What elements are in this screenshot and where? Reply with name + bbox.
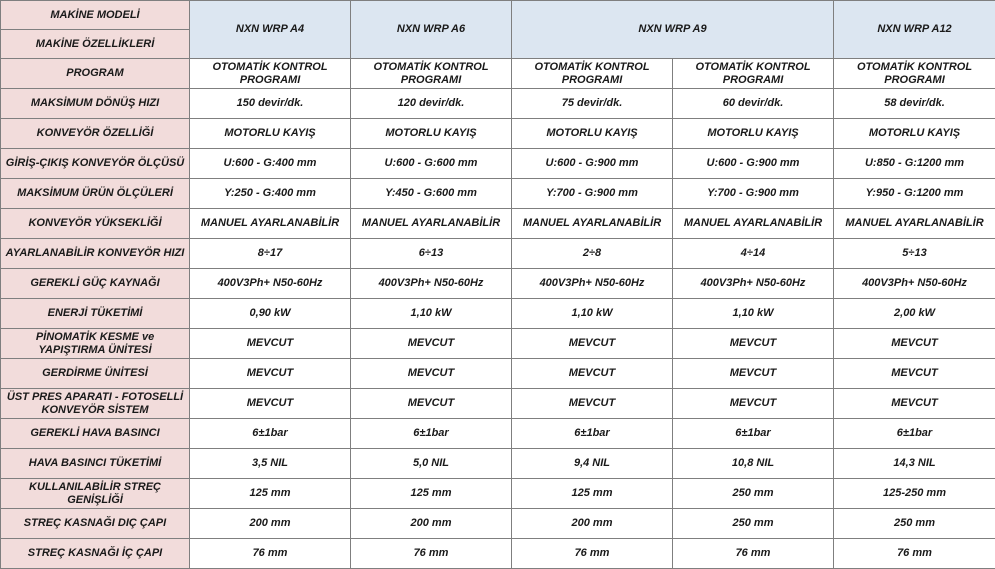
table-row [1, 239, 995, 269]
program-value: OTOMATİK KONTROL PROGRAMI [351, 59, 512, 89]
model-a6: NXN WRP A6 [351, 1, 512, 59]
cell-value: 200 mm [190, 509, 351, 539]
table-row [1, 509, 995, 539]
cell-value: MOTORLU KAYIŞ [190, 119, 351, 149]
cell-value: 1,10 kW [673, 299, 834, 329]
table-row [1, 299, 995, 329]
header-row [1, 1, 995, 30]
row-label: AYARLANABİLİR KONVEYÖR HIZI [1, 239, 190, 269]
cell-value: MEVCUT [351, 389, 512, 419]
cell-value: MEVCUT [512, 389, 673, 419]
table-row [1, 149, 995, 179]
cell-value: MEVCUT [190, 359, 351, 389]
row-label: ÜST PRES APARATI - FOTOSELLİ KONVEYÖR SİSTEM [1, 389, 190, 419]
cell-value: 6÷13 [351, 239, 512, 269]
table-row [1, 419, 995, 449]
cell-value: 4÷14 [673, 239, 834, 269]
cell-value: 125 mm [351, 479, 512, 509]
cell-value: Y:700 - G:900 mm [673, 179, 834, 209]
cell-value: 3,5 NIL [190, 449, 351, 479]
program-label: PROGRAM [1, 59, 190, 89]
model-a12: NXN WRP A12 [834, 1, 995, 59]
cell-value: MEVCUT [673, 329, 834, 359]
cell-value: MOTORLU KAYIŞ [351, 119, 512, 149]
cell-value: U:850 - G:1200 mm [834, 149, 995, 179]
table-row [1, 389, 995, 419]
cell-value: 5÷13 [834, 239, 995, 269]
cell-value: 400V3Ph+ N50-60Hz [512, 269, 673, 299]
cell-value: 125-250 mm [834, 479, 995, 509]
cell-value: MEVCUT [190, 389, 351, 419]
cell-value: 400V3Ph+ N50-60Hz [351, 269, 512, 299]
cell-value: Y:700 - G:900 mm [512, 179, 673, 209]
cell-value: 120 devir/dk. [351, 89, 512, 119]
cell-value: 5,0 NIL [351, 449, 512, 479]
cell-value: MANUEL AYARLANABİLİR [834, 209, 995, 239]
cell-value: 14,3 NIL [834, 449, 995, 479]
cell-value: 6±1bar [673, 419, 834, 449]
cell-value: 2÷8 [512, 239, 673, 269]
features-label: MAKİNE ÖZELLİKLERİ [1, 30, 190, 59]
cell-value: 6±1bar [512, 419, 673, 449]
cell-value: 76 mm [351, 539, 512, 569]
cell-value: 6±1bar [190, 419, 351, 449]
cell-value: 76 mm [512, 539, 673, 569]
table-row [1, 329, 995, 359]
cell-value: 150 devir/dk. [190, 89, 351, 119]
cell-value: 200 mm [351, 509, 512, 539]
cell-value: MEVCUT [351, 329, 512, 359]
table-row [1, 539, 995, 569]
cell-value: 9,4 NIL [512, 449, 673, 479]
cell-value: U:600 - G:900 mm [512, 149, 673, 179]
cell-value: Y:450 - G:600 mm [351, 179, 512, 209]
cell-value: 125 mm [512, 479, 673, 509]
cell-value: 75 devir/dk. [512, 89, 673, 119]
cell-value: 2,00 kW [834, 299, 995, 329]
row-label: HAVA BASINCI TÜKETİMİ [1, 449, 190, 479]
cell-value: 60 devir/dk. [673, 89, 834, 119]
cell-value: MEVCUT [834, 359, 995, 389]
table-row [1, 479, 995, 509]
cell-value: MEVCUT [512, 329, 673, 359]
cell-value: MEVCUT [673, 359, 834, 389]
cell-value: Y:250 - G:400 mm [190, 179, 351, 209]
cell-value: 76 mm [834, 539, 995, 569]
cell-value: MOTORLU KAYIŞ [834, 119, 995, 149]
cell-value: 400V3Ph+ N50-60Hz [673, 269, 834, 299]
table-row [1, 89, 995, 119]
cell-value: MANUEL AYARLANABİLİR [673, 209, 834, 239]
cell-value: 6±1bar [834, 419, 995, 449]
table-row [1, 179, 995, 209]
cell-value: 1,10 kW [512, 299, 673, 329]
model-a4: NXN WRP A4 [190, 1, 351, 59]
program-row [1, 59, 995, 89]
cell-value: 250 mm [673, 509, 834, 539]
program-value: OTOMATİK KONTROL PROGRAMI [190, 59, 351, 89]
cell-value: MANUEL AYARLANABİLİR [190, 209, 351, 239]
table-row [1, 119, 995, 149]
cell-value: 400V3Ph+ N50-60Hz [834, 269, 995, 299]
cell-value: 125 mm [190, 479, 351, 509]
cell-value: U:600 - G:400 mm [190, 149, 351, 179]
cell-value: 200 mm [512, 509, 673, 539]
cell-value: MEVCUT [512, 359, 673, 389]
model-label: MAKİNE MODELİ [1, 1, 190, 30]
table-row [1, 449, 995, 479]
row-label: ENERJİ TÜKETİMİ [1, 299, 190, 329]
cell-value: Y:950 - G:1200 mm [834, 179, 995, 209]
cell-value: MOTORLU KAYIŞ [673, 119, 834, 149]
cell-value: 58 devir/dk. [834, 89, 995, 119]
cell-value: MOTORLU KAYIŞ [512, 119, 673, 149]
cell-value: U:600 - G:600 mm [351, 149, 512, 179]
cell-value: MANUEL AYARLANABİLİR [512, 209, 673, 239]
table-row [1, 209, 995, 239]
table-row [1, 359, 995, 389]
cell-value: MEVCUT [351, 359, 512, 389]
row-label: KONVEYÖR YÜKSEKLİĞİ [1, 209, 190, 239]
cell-value: 1,10 kW [351, 299, 512, 329]
row-label: GERDİRME ÜNİTESİ [1, 359, 190, 389]
row-label: KULLANILABİLİR STREÇ GENİŞLİĞİ [1, 479, 190, 509]
model-a9: NXN WRP A9 [512, 1, 834, 59]
cell-value: 250 mm [834, 509, 995, 539]
row-label: GEREKLİ GÜÇ KAYNAĞI [1, 269, 190, 299]
cell-value: MEVCUT [190, 329, 351, 359]
cell-value: MEVCUT [834, 389, 995, 419]
table-row [1, 269, 995, 299]
cell-value: 8÷17 [190, 239, 351, 269]
program-value: OTOMATİK KONTROL PROGRAMI [834, 59, 995, 89]
cell-value: 0,90 kW [190, 299, 351, 329]
row-label: GEREKLİ HAVA BASINCI [1, 419, 190, 449]
program-value: OTOMATİK KONTROL PROGRAMI [512, 59, 673, 89]
row-label: MAKSİMUM DÖNÜŞ HIZI [1, 89, 190, 119]
row-label: STREÇ KASNAĞI DIÇ ÇAPI [1, 509, 190, 539]
cell-value: MEVCUT [673, 389, 834, 419]
row-label: STREÇ KASNAĞI İÇ ÇAPI [1, 539, 190, 569]
cell-value: U:600 - G:900 mm [673, 149, 834, 179]
cell-value: 250 mm [673, 479, 834, 509]
cell-value: 400V3Ph+ N50-60Hz [190, 269, 351, 299]
cell-value: 76 mm [673, 539, 834, 569]
program-value: OTOMATİK KONTROL PROGRAMI [673, 59, 834, 89]
row-label: GİRİŞ-ÇIKIŞ KONVEYÖR ÖLÇÜSÜ [1, 149, 190, 179]
cell-value: 76 mm [190, 539, 351, 569]
cell-value: MANUEL AYARLANABİLİR [351, 209, 512, 239]
cell-value: 6±1bar [351, 419, 512, 449]
row-label: MAKSİMUM ÜRÜN ÖLÇÜLERİ [1, 179, 190, 209]
row-label: PİNOMATİK KESME ve YAPIŞTIRMA ÜNİTESİ [1, 329, 190, 359]
cell-value: MEVCUT [834, 329, 995, 359]
cell-value: 10,8 NIL [673, 449, 834, 479]
row-label: KONVEYÖR ÖZELLİĞİ [1, 119, 190, 149]
